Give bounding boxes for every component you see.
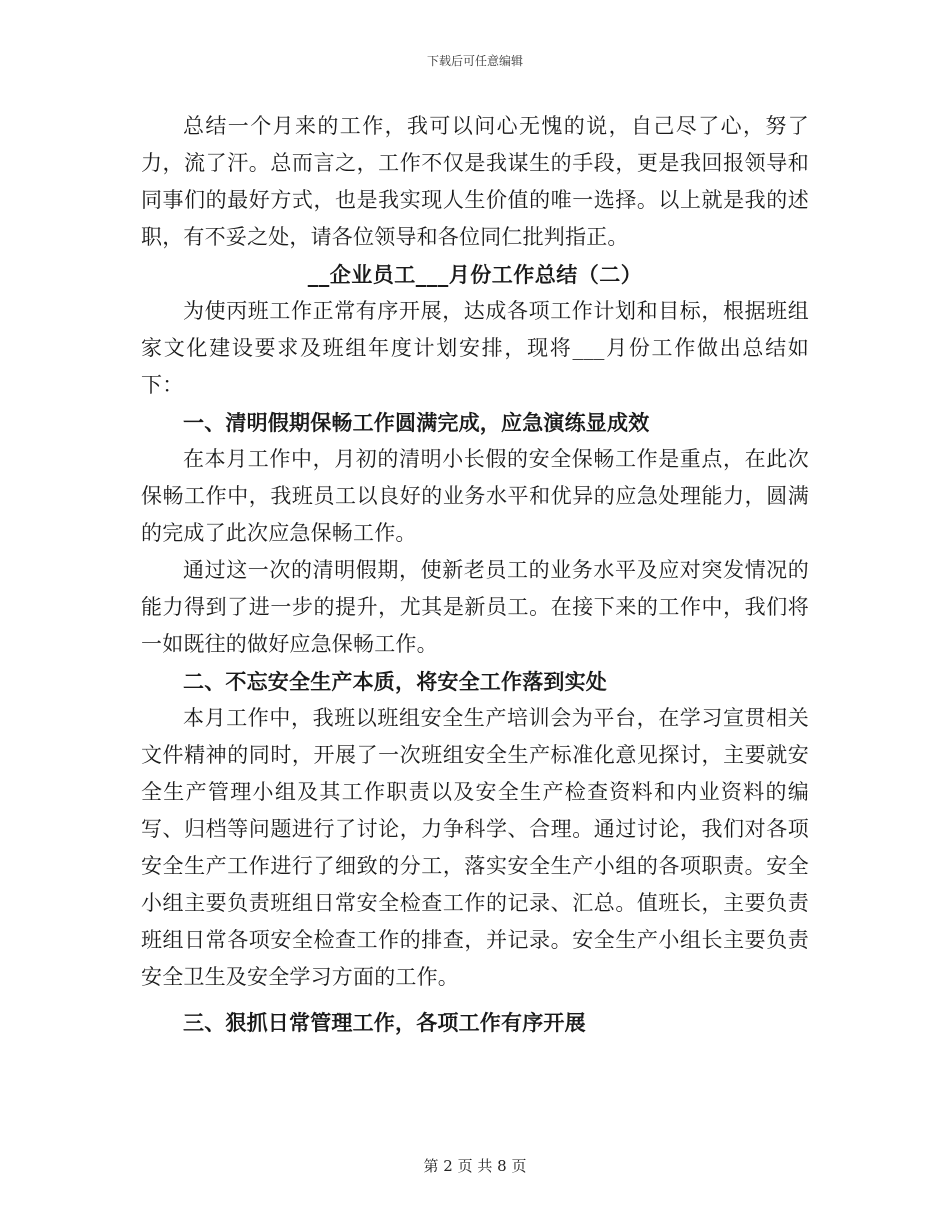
document-title: __企业员工___月份工作总结（二） bbox=[307, 262, 643, 287]
section-1-heading: 一、清明假期保畅工作圆满完成，应急演练显成效 bbox=[183, 410, 650, 435]
document-body bbox=[141, 108, 809, 1041]
header-note: 下载后可任意编辑 bbox=[426, 54, 523, 68]
section-2-paragraph-1: 本月工作中，我班以班组安全生产培训会为平台，在学习宣贯相关文件精神的同时，开展了一次班组安全生产标准化意见探讨，主要就安全生产管理小组及其工作职责以及安全生产检查资料和内业资料的编写、归档等问题进行了讨论，力争科学、合理。通过讨论，我们对各项安全生产工作进行了细致的分工，落实安全生产小组的各项职责。安全小组主要负责班组日常安全检查工作的记录、汇总。值班长，主要负责班组日常各项安全检查工作的排查，并记录。安全生产小组长主要负责安全卫生及安全学习方面的工作。 bbox=[141, 706, 809, 989]
section-2-heading: 二、不忘安全生产本质，将安全工作落到实处 bbox=[183, 669, 607, 694]
section-3-heading: 三、狠抓日常管理工作，各项工作有序开展 bbox=[183, 1010, 586, 1035]
intro-paragraph: 为使丙班工作正常有序开展，达成各项工作计划和目标，根据班组家文化建设要求及班组年度计划安排，现将___月份工作做出总结如下： bbox=[141, 299, 809, 397]
section-1-paragraph-2: 通过这一次的清明假期，使新老员工的业务水平及应对突发情况的能力得到了进一步的提升，尤其是新员工。在接下来的工作中，我们将一如既往的做好应急保畅工作。 bbox=[141, 558, 809, 656]
page-number: 第 2 页 共 8 页 bbox=[423, 1157, 527, 1175]
section-1-paragraph-1: 在本月工作中，月初的清明小长假的安全保畅工作是重点，在此次保畅工作中，我班员工以良好的业务水平和优异的应急处理能力，圆满的完成了此次应急保畅工作。 bbox=[141, 447, 809, 545]
closing-paragraph: 总结一个月来的工作，我可以问心无愧的说，自己尽了心，努了力，流了汗。总而言之，工作不仅是我谋生的手段，更是我回报领导和同事们的最好方式，也是我实现人生价值的唯一选择。以上就是我的述职，有不妥之处，请各位领导和各位同仁批判指正。 bbox=[141, 114, 809, 249]
